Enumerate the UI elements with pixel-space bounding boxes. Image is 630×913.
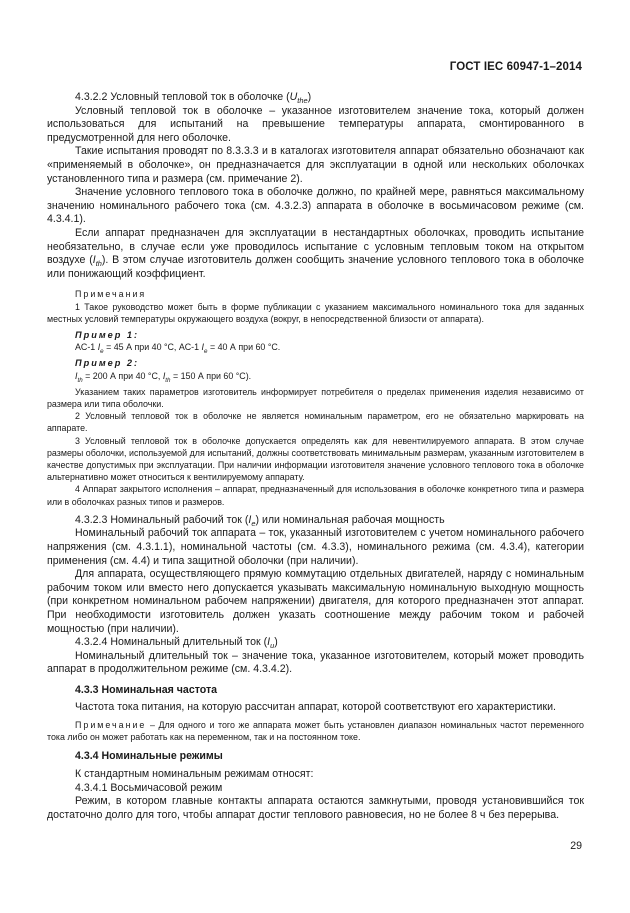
note-1-continuation: Указанием таких параметров изготовитель информирует потребителя о пределах применения изделия независимо от размера или типа оболочки.	[47, 386, 584, 409]
paragraph: Значение условного теплового тока в оболочке должно, по крайней мере, равняться максимальному значению номинального рабочего тока (см. 4.3.2.3) аппарата в оболочке в восьмичасовом режиме (см. 4.3.4.1).	[47, 186, 584, 226]
note-1: 1 Такое руководство может быть в форме публикации с указанием максимального номинального тока для заданных местных условий температуры окружающего воздуха (вокруг, в непосредственной близости от аппарата).	[47, 301, 584, 324]
paragraph: Если аппарат предназначен для эксплуатации в нестандартных оболочках, проводить испытание необязательно, в случае если уже проводилось испытание с условным тепловым током на открытом воздухе $(I_{th})$. В этом случае изготовитель должен сообщить значение условного теплового тока в оболочке или понижающий коэффициент.	[47, 226, 584, 280]
paragraph: Условный тепловой ток в оболочке – указанное изготовителем значение тока, который должен использоваться для испытаний на превышение температуры аппарата, смонтированного в предусмотренной для него оболочке.	[47, 104, 584, 144]
paragraph: Режим, в котором главные контакты аппарата остаются замкнутыми, проводя установившийся ток достаточно долго для того, чтобы аппарат достиг теплового равновесия, но не более 8 ч без перерыва.	[47, 795, 584, 821]
section-4-3-2-2-title: 4.3.2.2 Условный тепловой ток в оболочке $(U_{the})$	[75, 91, 312, 106]
paragraph: Частота тока питания, на которую рассчитан аппарат, которой соответствуют его характеристики.	[75, 701, 556, 714]
note-4: 4 Аппарат закрытого исполнения – аппарат, предназначенный для использования в оболочке конкретного типа и размера или в оболочках разных типов и размеров.	[47, 484, 584, 507]
example-2-label: Пример 2:	[75, 358, 140, 369]
example-1-label: Пример 1:	[75, 329, 140, 340]
paragraph: Такие испытания проводят по 8.3.3.3 и в каталогах изготовителя аппарат обязательно обозначают как «применяемый в оболочке», он предназначается для эксплуатации в одной или нескольких оболочках установленного типа и размера (см. примечание 2).	[47, 145, 584, 185]
paragraph: Для аппарата, осуществляющего прямую коммутацию отдельных двигателей, наряду с номинальным рабочим током или вместо него допускается указывать максимальную номинальную выходную мощность (при конкретном номинальном рабочем напряжении) двигателя, для которого предназначен этот аппарат. При необходимости изготовитель должен указать соотношение между рабочим током и рабочей мощностью (при наличии).	[47, 568, 584, 635]
note-2: 2 Условный тепловой ток в оболочке не является номинальным параметром, его не обязательно маркировать на аппарате.	[47, 411, 584, 434]
note-3: 3 Условный тепловой ток в оболочке допускается определять как для невентилируемого аппарата. В этом случае размеры оболочки, используемой для испытаний, должны соответствовать минимальным размерам, указанным изготовителем в качестве допустимых при эксплуатации. При наличии информации изготовителя значение условного теплового тока в оболочке альтернативно может относиться к вентилируемому аппарату.	[47, 435, 584, 483]
example-2-text: $I_{th} = 200$ А при 40 °С, $I_{th} = 150$ А при 60 °С).	[75, 370, 252, 384]
paragraph: Номинальный рабочий ток аппарата – ток, указанный изготовителем с учетом номинального рабочего напряжения (см. 4.3.1.1), номинальной частоты (см. 4.3.3), номинального режима (см. 4.3.4), категории применения (см. 4.4) и типа защитной оболочки (при наличии).	[47, 527, 584, 567]
paragraph: Номинальный длительный ток – значение тока, указанное изготовителем, который может проводить аппарат в продолжительном режиме (см. 4.3.4.2).	[47, 649, 584, 676]
page-number: 29	[570, 840, 582, 852]
section-4-3-4-1-title: 4.3.4.1 Восьмичасовой режим	[75, 781, 223, 794]
section-4-3-2-3-title: 4.3.2.3 Номинальный рабочий ток $(I_e)$ или номинальная рабочая мощность	[75, 513, 445, 528]
section-4-3-3-heading: 4.3.3 Номинальная частота	[75, 683, 218, 696]
note-frequency: Примечание – Для одного и того же аппарата может быть установлен диапазон номинальных частот переменного тока либо он может работать как на переменном, так и на постоянном токе.	[47, 720, 584, 743]
document-id: ГОСТ IEC 60947-1–2014	[449, 61, 582, 73]
notes-heading: Примечания	[75, 289, 147, 300]
section-4-3-2-4-title: 4.3.2.4 Номинальный длительный ток $(I_u)$	[75, 636, 278, 651]
page-content	[47, 91, 584, 822]
example-1-text: AC-1 $I_e = 45$ А при 40 °С, AC-1 $I_e = 40$ А при 60 °С.	[75, 342, 281, 355]
paragraph: К стандартным номинальным режимам относят:	[75, 768, 314, 781]
section-4-3-4-heading: 4.3.4 Номинальные режимы	[75, 750, 223, 763]
